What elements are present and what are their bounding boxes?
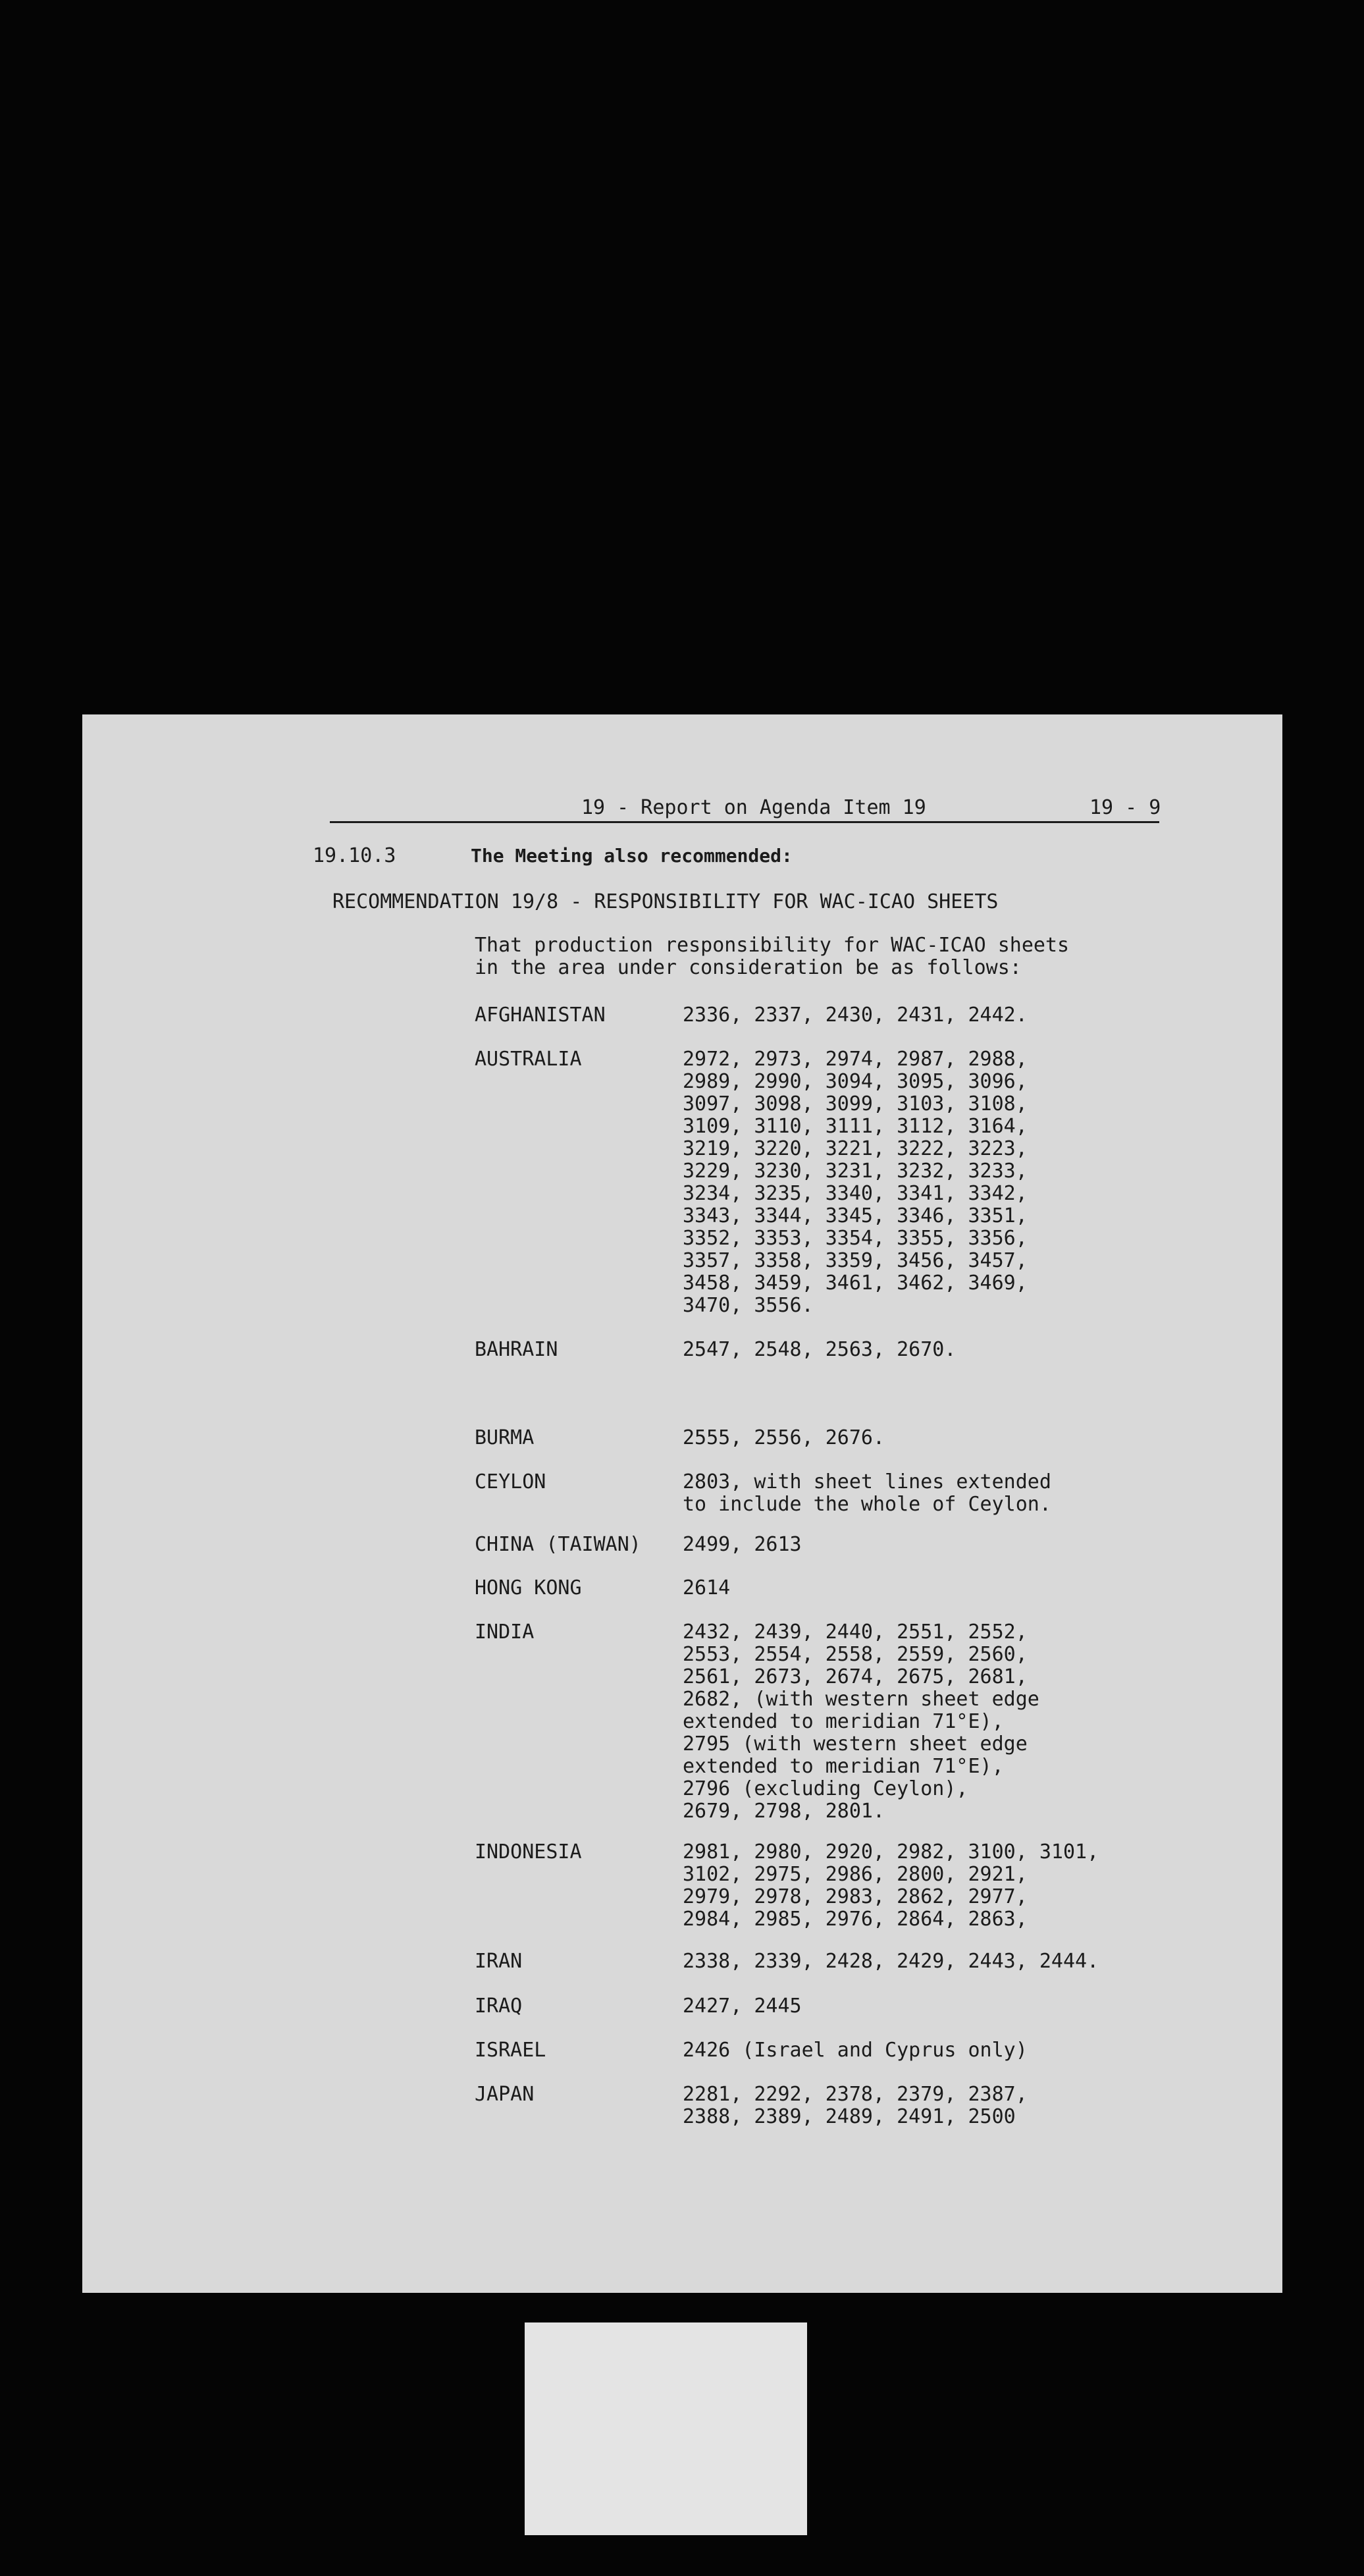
- sheets-indonesia: 2981, 2980, 2920, 2982, 3100, 3101, 3102, 2975, 2986, 2800, 2921, 2979, 2978, 2983, 2862, 2977, 2984, 2985, 2976, 2864, 2863,: [683, 1840, 1099, 1931]
- running-header: 19 - Report on Agenda Item 19: [581, 796, 926, 819]
- sheets-afghanistan: 2336, 2337, 2430, 2431, 2442.: [683, 1004, 1028, 1027]
- country-iraq: IRAQ: [475, 1995, 523, 2018]
- sheets-iran: 2338, 2339, 2428, 2429, 2443, 2444.: [683, 1950, 1099, 1973]
- recommendation-title: RECOMMENDATION 19/8 - RESPONSIBILITY FOR WAC-ICAO SHEETS: [332, 890, 999, 913]
- sheets-japan: 2281, 2292, 2378, 2379, 2387, 2388, 2389, 2489, 2491, 2500: [683, 2083, 1028, 2128]
- country-afghanistan: AFGHANISTAN: [475, 1004, 606, 1027]
- section-intro: The Meeting also recommended:: [471, 845, 793, 867]
- country-israel: ISRAEL: [475, 2039, 546, 2062]
- country-iran: IRAN: [475, 1950, 523, 1973]
- sheets-israel: 2426 (Israel and Cyprus only): [683, 2039, 1028, 2062]
- sheets-china-taiwan: 2499, 2613: [683, 1533, 802, 1556]
- sheets-hong-kong: 2614: [683, 1576, 731, 1599]
- document-page: [82, 714, 1282, 2293]
- page-number: 19 - 9: [1089, 796, 1161, 819]
- country-ceylon: CEYLON: [475, 1470, 546, 1493]
- country-hong-kong: HONG KONG: [475, 1576, 582, 1599]
- country-india: INDIA: [475, 1621, 535, 1644]
- sheets-bahrain: 2547, 2548, 2563, 2670.: [683, 1338, 957, 1361]
- country-bahrain: BAHRAIN: [475, 1338, 558, 1361]
- country-japan: JAPAN: [475, 2083, 535, 2106]
- country-australia: AUSTRALIA: [475, 1048, 582, 1071]
- country-indonesia: INDONESIA: [475, 1840, 582, 1864]
- country-burma: BURMA: [475, 1426, 535, 1449]
- sheets-burma: 2555, 2556, 2676.: [683, 1426, 885, 1449]
- blank-target-card: [525, 2322, 807, 2535]
- sheets-ceylon: 2803, with sheet lines extended to include the whole of Ceylon.: [683, 1470, 1051, 1516]
- header-rule: [330, 821, 1159, 823]
- sheets-iraq: 2427, 2445: [683, 1995, 802, 2018]
- recommendation-body: That production responsibility for WAC-ICAO sheets in the area under consideration be as follows:: [475, 934, 1070, 979]
- sheets-australia: 2972, 2973, 2974, 2987, 2988, 2989, 2990, 3094, 3095, 3096, 3097, 3098, 3099, 3103, 3108, 3109, 3110, 3111, 3112, 3164, 3219, 3220, 3221, 3222, 3223, 3229, 3230, 3231, 3232, 3233, 3234, 3235, 3340, 3341, 3342, 3343, 3344, 3345, 3346, 3351, 3352, 3353, 3354, 3355, 3356, 3357, 3358, 3359, 3456, 3457, 3458, 3459, 3461, 3462, 3469, 3470, 3556.: [683, 1048, 1028, 1317]
- section-number: 19.10.3: [313, 844, 396, 867]
- sheets-india: 2432, 2439, 2440, 2551, 2552, 2553, 2554, 2558, 2559, 2560, 2561, 2673, 2674, 2675, 2681, 2682, (with western sheet edge extended to meridian 71°E), 2795 (with western sheet edge extended to meridian 71°E), 2796 (excluding Ceylon), 2679, 2798, 2801.: [683, 1621, 1039, 1823]
- country-china-taiwan: CHINA (TAIWAN): [475, 1533, 641, 1556]
